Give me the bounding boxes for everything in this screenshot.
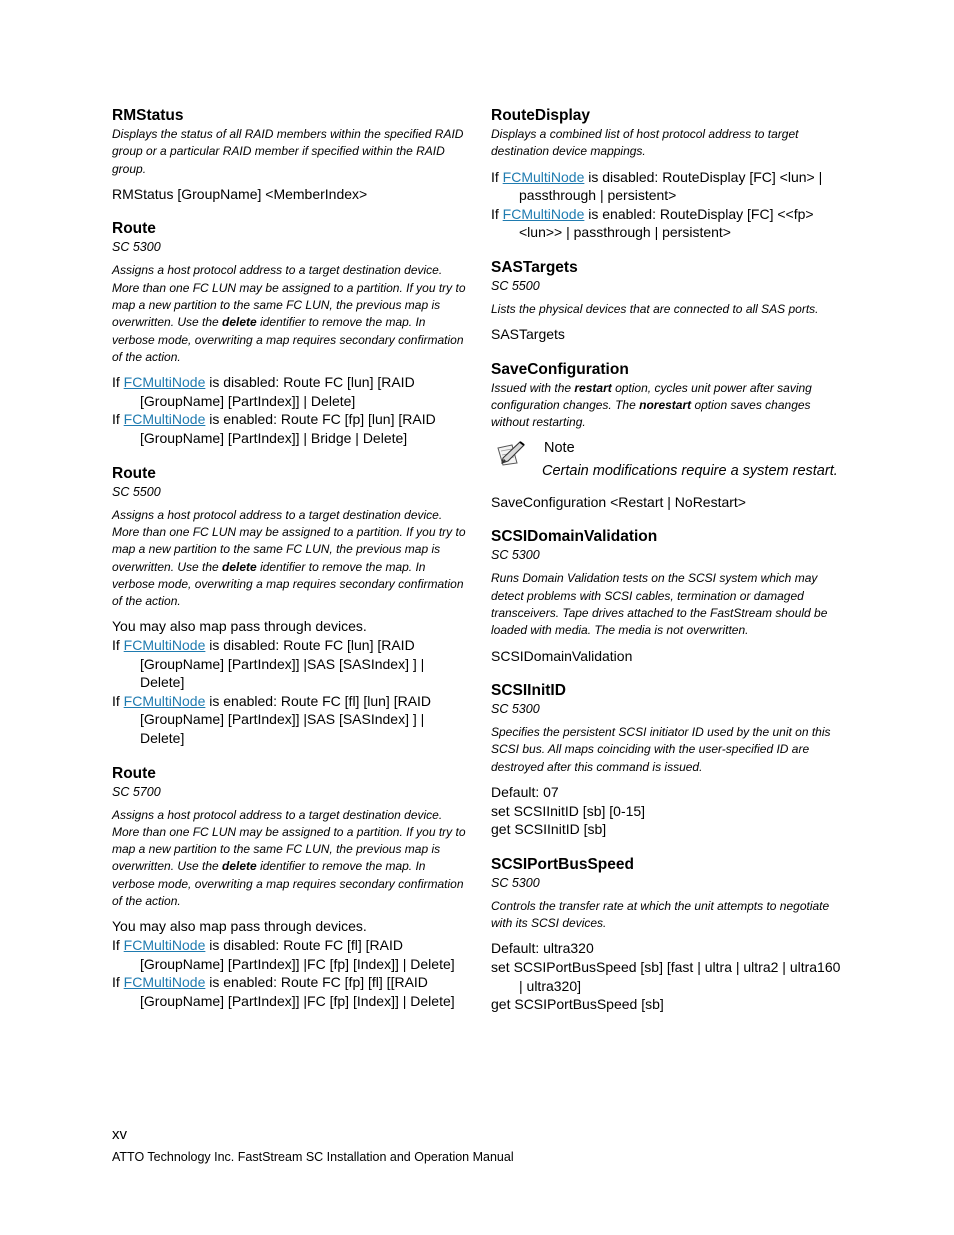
route-5700-heading: Route xyxy=(112,764,156,782)
scsidomainvalidation-description: Runs Domain Validation tests on the SCSI system which may detect problems with SCSI cables, termination or damaged transceivers. Tape drives attached to the FastStream should be loaded with media. The media is not overwritten. xyxy=(491,571,828,638)
rmstatus-section xyxy=(112,106,467,203)
saveconfiguration-syntax: SaveConfiguration <Restart | NoRestart> xyxy=(491,493,746,510)
route-5300-description: Assigns a host protocol address to a target destination device. More than one FC LUN may be assigned to a partition. If you try to map a new partition to the same FC LUN, the previous map is overwritten. Use the delete identifier to remove the map. In verbose mode, overwriting a map requires secondary confirmation of the action. xyxy=(112,263,466,364)
scsidomainvalidation-model: SC 5300 xyxy=(491,548,540,563)
scsiinitid-heading: SCSIInitID xyxy=(491,682,566,700)
footer-text: ATTO Technology Inc. FastStream SC Installation and Operation Manual xyxy=(112,1150,514,1164)
sastargets-section xyxy=(491,258,846,344)
sastargets-syntax: SASTargets xyxy=(491,326,565,343)
scsiinitid-model: SC 5300 xyxy=(491,702,540,717)
scsiinitid-section xyxy=(491,681,846,839)
routedisplay-section xyxy=(491,106,846,242)
scsiinitid-default: Default: 07 xyxy=(491,784,559,801)
saveconfiguration-description: Issued with the restart option, cycles unit power after saving configuration changes. The norestart option saves changes without restarting. xyxy=(491,380,812,430)
page-number: xv xyxy=(112,1126,127,1143)
scsiportbusspeed-section xyxy=(491,855,846,1014)
route-5300-enabled-syntax: If FCMultiNode is enabled: Route FC [fp] [lun] [RAID [GroupName] [PartIndex]] | Bridge | Delete] xyxy=(112,411,436,447)
scsiinitid-description: Specifies the persistent SCSI initiator ID used by the unit on this SCSI bus. All maps coinciding with the user-specified ID are destroyed after this command is issued. xyxy=(491,725,831,774)
route-5500-heading: Route xyxy=(112,464,156,482)
route-5700-description: Assigns a host protocol address to a target destination device. More than one FC LUN may be assigned to a partition. If you try to map a new partition to the same FC LUN, the previous map is overwritten. Use the delete identifier to remove the map. In verbose mode, overwriting a map requires secondary confirmation of the action. xyxy=(112,807,466,909)
routedisplay-enabled-syntax: If FCMultiNode is enabled: RouteDisplay [FC] <<fp> <lun>> | passthrough | persistent> xyxy=(491,205,814,241)
rmstatus-heading: RMStatus xyxy=(112,107,184,124)
routedisplay-disabled-syntax: If FCMultiNode is disabled: RouteDisplay [FC] <lun> | passthrough | persistent> xyxy=(491,168,823,204)
routedisplay-heading: RouteDisplay xyxy=(491,107,591,124)
fcmultinode-link[interactable]: FCMultiNode xyxy=(123,637,206,654)
route-5500-model: SC 5500 xyxy=(112,484,161,499)
right-column xyxy=(491,106,846,1030)
note-pencil-icon xyxy=(495,439,527,467)
sastargets-heading: SASTargets xyxy=(491,258,578,276)
scsiinitid-set-syntax: set SCSIInitID [sb] [0-15] xyxy=(491,802,646,819)
saveconfiguration-section xyxy=(491,360,846,511)
rmstatus-syntax: RMStatus [GroupName] <MemberIndex> xyxy=(112,185,368,202)
scsiportbusspeed-model: SC 5300 xyxy=(491,875,540,890)
route-5700-disabled-syntax: If FCMultiNode is disabled: Route FC [fl] [RAID [GroupName] [PartIndex]] |FC [fp] [Index]] | Delete] xyxy=(112,936,455,972)
scsidomainvalidation-heading: SCSIDomainValidation xyxy=(491,528,658,546)
scsiportbusspeed-description: Controls the transfer rate at which the unit attempts to negotiate with its SCSI devices. xyxy=(491,898,830,931)
route-5300-disabled-syntax: If FCMultiNode is disabled: Route FC [lun] [RAID [GroupName] [PartIndex]] | Delete] xyxy=(112,374,415,409)
scsidomainvalidation-syntax: SCSIDomainValidation xyxy=(491,647,633,664)
rmstatus-description: Displays the status of all RAID members within the specified RAID group or a particular RAID member if specified within the RAID group. xyxy=(112,127,464,176)
route-5700-section xyxy=(112,764,467,1011)
scsiportbusspeed-set-syntax: set SCSIPortBusSpeed [sb] [fast | ultra | ultra2 | ultra160 | ultra320] xyxy=(491,958,841,994)
fcmultinode-link[interactable]: FCMultiNode xyxy=(123,974,206,991)
route-5300-section xyxy=(112,219,467,447)
route-5700-model: SC 5700 xyxy=(112,784,161,799)
fcmultinode-link[interactable]: FCMultiNode xyxy=(502,205,585,222)
left-column xyxy=(112,106,467,1026)
fcmultinode-link[interactable]: FCMultiNode xyxy=(123,936,206,953)
scsiinitid-get-syntax: get SCSIInitID [sb] xyxy=(491,821,607,838)
note-title: Note xyxy=(544,439,575,456)
route-5500-description: Assigns a host protocol address to a target destination device. More than one FC LUN may be assigned to a partition. If you try to map a new partition to the same FC LUN, the previous map is overwritten. Use the delete identifier to remove the map. In verbose mode, overwriting a map requires secondary confirmation of the action. xyxy=(112,507,466,609)
route-5500-enabled-syntax: If FCMultiNode is enabled: Route FC [fl] [lun] [RAID [GroupName] [PartIndex]] |SAS [SASIndex] ] | Delete] xyxy=(112,692,432,746)
saveconfiguration-heading: SaveConfiguration xyxy=(491,360,629,378)
route-5700-passthrough-note: You may also map pass through devices. xyxy=(112,918,367,935)
route-5300-heading: Route xyxy=(112,220,156,238)
routedisplay-description: Displays a combined list of host protocol address to target destination device mappings. xyxy=(491,127,799,159)
route-5700-enabled-syntax: If FCMultiNode is enabled: Route FC [fp] [fl] [[RAID [GroupName] [PartIndex]] |FC [fp] [Index]] | Delete] xyxy=(112,974,455,1009)
fcmultinode-link[interactable]: FCMultiNode xyxy=(123,374,206,391)
route-5500-disabled-syntax: If FCMultiNode is disabled: Route FC [lun] [RAID [GroupName] [PartIndex]] |SAS [SASIndex] ] | Delete] xyxy=(112,637,425,691)
route-5300-model: SC 5300 xyxy=(112,240,161,255)
sastargets-description: Lists the physical devices that are connected to all SAS ports. xyxy=(491,301,819,316)
fcmultinode-link[interactable]: FCMultiNode xyxy=(123,411,206,428)
fcmultinode-link[interactable]: FCMultiNode xyxy=(502,168,585,185)
fcmultinode-link[interactable]: FCMultiNode xyxy=(123,692,206,709)
sastargets-model: SC 5500 xyxy=(491,278,540,293)
note-box xyxy=(491,439,846,489)
scsiportbusspeed-default: Default: ultra320 xyxy=(491,940,594,957)
note-text: Certain modifications require a system restart. xyxy=(542,462,838,479)
scsiportbusspeed-get-syntax: get SCSIPortBusSpeed [sb] xyxy=(491,996,664,1013)
scsidomainvalidation-section xyxy=(491,527,846,665)
route-5500-passthrough-note: You may also map pass through devices. xyxy=(112,618,367,635)
scsiportbusspeed-heading: SCSIPortBusSpeed xyxy=(491,855,634,873)
route-5500-section xyxy=(112,464,467,748)
